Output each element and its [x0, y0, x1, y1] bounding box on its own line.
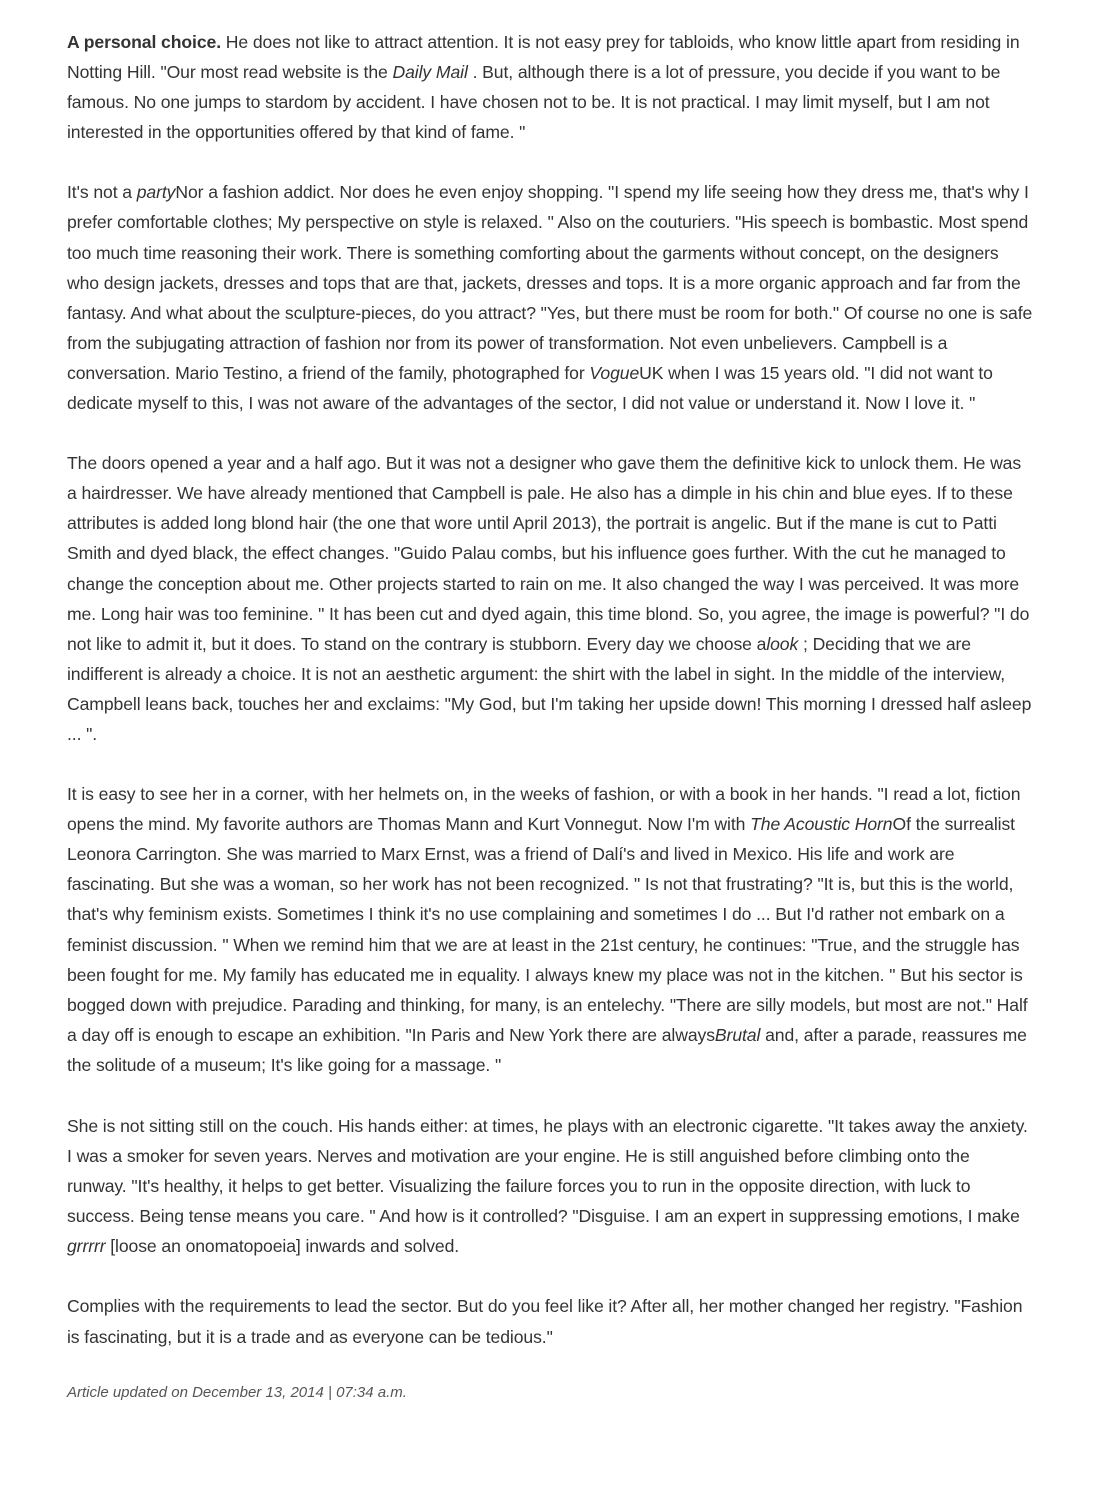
- paragraph-text: Of the surrealist Leonora Carrington. She was married to Marx Ernst, was a friend of Dalí's and lived in Mexico. His life and work are fascinating. But she was a woman, so her work has not been recognized. " Is not that frustrating? "It is, but this is the world, that's why feminism exists. Sometimes I think it's no use complaining and sometimes I do ... But I'd rather not embark on a feminist discussion. " When we remind him that we are at least in the 21st century, he continues: "True, and the struggle has been fought for me. My family has educated me in equality. I always knew my place was not in the kitchen. " But his sector is bogged down with prejudice. Parading and thinking, for many, is an entelechy. "There are silly models, but most are not." Half a day off is enough to escape an exhibition. "In Paris and New York there are always: [67, 814, 1028, 1045]
- paragraph-text: It's not a: [67, 182, 137, 203]
- publication-title: Daily Mail: [392, 62, 468, 83]
- paragraph-text: He does not like to attract attention. It is not easy prey for tabloids, who know little apart from residing in Notting Hill. "Our most read website is the: [67, 32, 1020, 83]
- emphasis-text: Brutal: [714, 1024, 761, 1045]
- article-updated-timestamp: Article updated on December 13, 2014 | 07:34 a.m.: [67, 1383, 407, 1401]
- paragraph-text: ; Deciding that we are indifferent is already a choice. It is not an aesthetic argument: the shirt with the label in sight. In the middle of the interview, Campbell leans back, touches her and exclaims: "My God, but I'm taking her upside down! This morning I dressed half asleep ... ".: [67, 633, 1032, 744]
- paragraph-text: The doors opened a year and a half ago. But it was not a designer who gave them the definitive kick to unlock them. He was a hairdresser. We have already mentioned that Campbell is pale. He also has a dimple in his chin and blue eyes. If to these attributes is added long blond hair (the one that wore until April 2013), the portrait is angelic. But if the mane is cut to Patti Smith and dyed black, the effect changes. "Guido Palau combs, but his influence goes further. With the cut he managed to change the conception about me. Other projects started to rain on me. It also changed the way I was perceived. It was more me. Long hair was too feminine. " It has been cut and dyed again, this time blond. So, you agree, the image is powerful? "I do not like to admit it, but it does. To stand on the contrary is stubborn. Every day we choose a: [67, 453, 1030, 654]
- publication-title: Vogue: [589, 362, 640, 383]
- paragraph-text: Nor a fashion addict. Nor does he even enjoy shopping. "I spend my life seeing how they dress me, that's why I prefer comfortable clothes; My perspective on style is relaxed. " Also on the couturiers. "His speech is bombastic. Most spend too much time reasoning their work. There is something comforting about the garments without concept, on the designers who design jackets, dresses and tops that are that, jackets, dresses and tops. It is a more organic approach and far from the fantasy. And what about the sculpture-pieces, do you attract? "Yes, but there must be room for both." Of course no one is safe from the subjugating attraction of fashion nor from its power of transformation. Not even unbelievers. Campbell is a conversation. Mario Testino, a friend of the family, photographed for: [67, 182, 1033, 383]
- emphasis-text: grrrrr: [67, 1236, 106, 1257]
- emphasis-text: look: [766, 633, 799, 654]
- emphasis-text: party: [136, 182, 176, 203]
- article-paragraph: [67, 27, 1033, 147]
- paragraph-text: She is not sitting still on the couch. His hands either: at times, he plays with an electronic cigarette. "It takes away the anxiety. I was a smoker for seven years. Nerves and motivation are your engine. He is still anguished before climbing onto the runway. "It's healthy, it helps to get better. Visualizing the failure forces you to run in the opposite direction, with luck to success. Being tense means you care. " And how is it controlled? "Disguise. I am an expert in suppressing emotions, I make: [67, 1116, 1028, 1227]
- article-body: [67, 27, 1033, 1404]
- paragraph-text: It is easy to see her in a corner, with her helmets on, in the weeks of fashion, or with a book in her hands. "I read a lot, fiction opens the mind. My favorite authors are Thomas Mann and Kurt Vonnegut. Now I'm with: [67, 784, 1021, 835]
- book-title: The Acoustic Horn: [750, 814, 893, 835]
- article-paragraph: [67, 779, 1033, 1080]
- article-paragraph: [67, 1111, 1033, 1261]
- lead-in-heading: A personal choice.: [67, 32, 221, 52]
- article-paragraph: [67, 1291, 1033, 1351]
- article-paragraph: [67, 448, 1033, 749]
- article-paragraph: [67, 177, 1033, 418]
- paragraph-text: [loose an onomatopoeia] inwards and solved.: [105, 1236, 460, 1257]
- paragraph-text: . But, although there is a lot of pressure, you decide if you want to be famous. No one jumps to stardom by accident. I have chosen not to be. It is not practical. I may limit myself, but I am not interested in the opportunities offered by that kind of fame. ": [67, 62, 1001, 143]
- paragraph-text: and, after a parade, reassures me the solitude of a museum; It's like going for a massage. ": [67, 1024, 1027, 1075]
- paragraph-text: UK when I was 15 years old. "I did not want to dedicate myself to this, I was not aware of the advantages of the sector, I did not value or understand it. Now I love it. ": [67, 362, 993, 414]
- paragraph-text: Complies with the requirements to lead the sector. But do you feel like it? After all, her mother changed her registry. "Fashion is fascinating, but it is a trade and as everyone can be tedious.": [67, 1296, 1023, 1347]
